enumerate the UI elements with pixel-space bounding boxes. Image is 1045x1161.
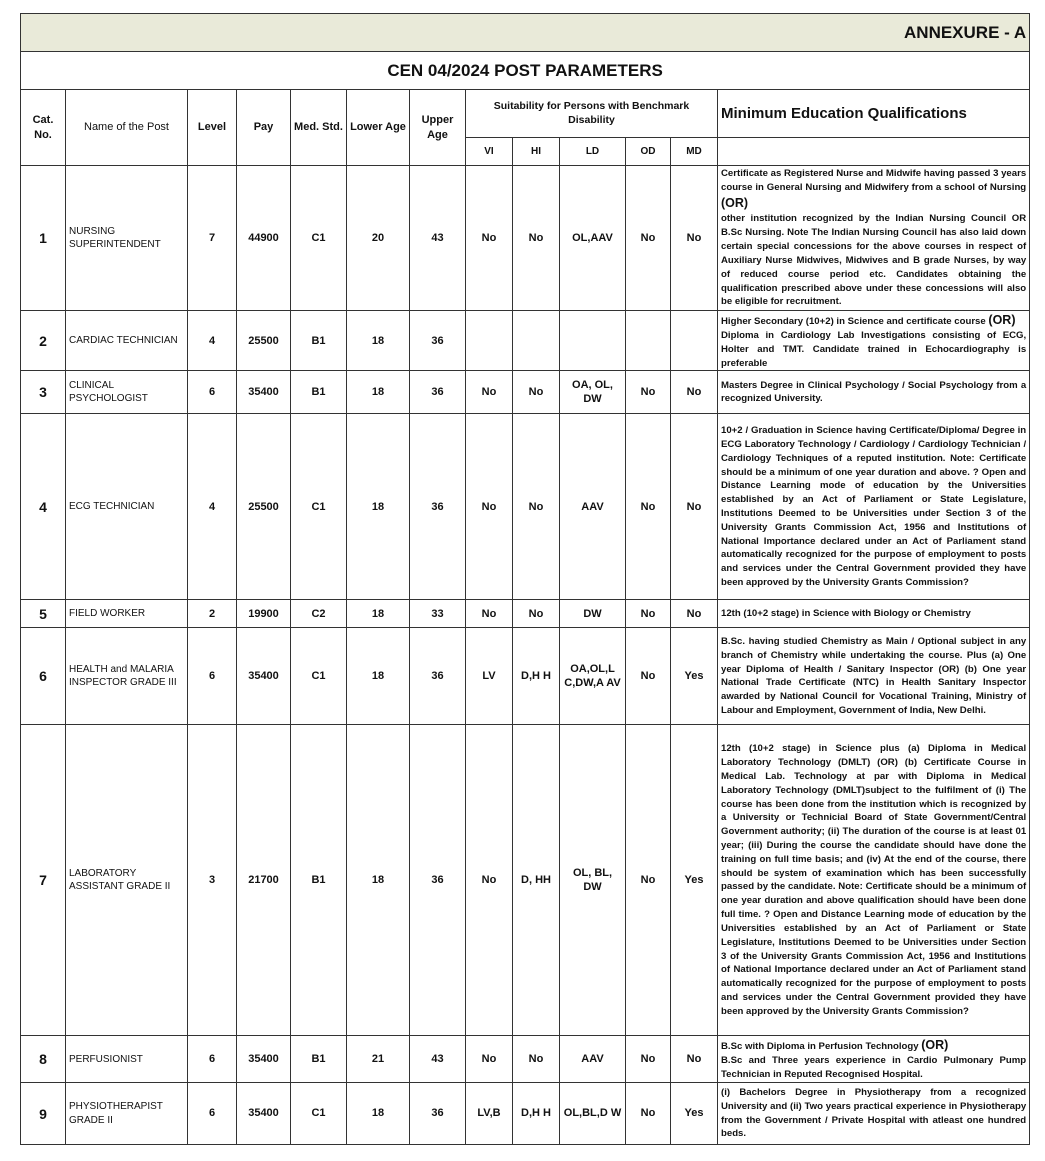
cat-no-cell: 9 [21,1083,66,1145]
qualification-text-cont: B.Sc and Three years experience in Cardio Pulmonary Pump Technician in Reputed Recognised Hospital. [721,1055,1027,1081]
upper-age-cell: 36 [410,725,466,1036]
med-std-cell: C1 [291,414,347,600]
vi-cell [466,311,513,371]
page-title: CEN 04/2024 POST PARAMETERS [21,52,1030,90]
med-std-cell: B1 [291,725,347,1036]
header-med-std: Med. Std. [291,90,347,166]
ld-cell [560,311,626,371]
level-cell: 3 [188,725,237,1036]
od-cell: No [626,725,671,1036]
qualification-cell [718,311,1030,371]
annexure-label: ANNEXURE - A [21,14,1030,52]
header-qualifications: Minimum Education Qualifications [718,90,1030,138]
qualification-cell [718,414,1030,600]
od-cell: No [626,371,671,414]
lower-age-cell: 20 [347,166,410,311]
header-upper-age: Upper Age [410,90,466,166]
ld-cell: OA,OL,L C,DW,A AV [560,628,626,725]
qualification-text: Masters Degree in Clinical Psychology / Social Psychology from a recognized University. [721,379,1027,405]
header-md: MD [671,138,718,166]
ld-cell: AAV [560,1036,626,1083]
qualification-text: B.Sc with Diploma in Perfusion Technology [721,1041,919,1053]
md-cell: Yes [671,725,718,1036]
lower-age-cell: 18 [347,600,410,628]
lower-age-cell: 18 [347,628,410,725]
cat-no-cell: 3 [21,371,66,414]
table-row [21,628,1030,725]
upper-age-cell: 36 [410,1083,466,1145]
vi-cell: No [466,414,513,600]
md-cell: No [671,600,718,628]
table-row [21,414,1030,600]
lower-age-cell: 21 [347,1036,410,1083]
od-cell: No [626,600,671,628]
level-cell: 6 [188,1083,237,1145]
level-cell: 6 [188,1036,237,1083]
header-cat-no: Cat. No. [21,90,66,166]
hi-cell: D,H H [513,1083,560,1145]
post-name-cell: PHYSIOTHERAPIST GRADE II [66,1083,188,1145]
med-std-cell: B1 [291,1036,347,1083]
med-std-cell: C1 [291,166,347,311]
qualification-or: (OR) [988,313,1016,327]
od-cell: No [626,628,671,725]
pay-cell: 25500 [237,414,291,600]
hi-cell: No [513,1036,560,1083]
header-suitability: Suitability for Persons with Benchmark Disability [466,90,718,138]
qualification-text: 10+2 / Graduation in Science having Certificate/Diploma/ Degree in ECG Laboratory Technology / Cardiology / Cardiology Technician / Cardiology Techniques of a reputed institution. Note: Certificate should be a minimum of one year duration and above. ? Open and Distance Learning mode of education by the Universities established by an Act of Parliament or State Legislature, Institutions Deemed to be Universities under Section 3 of the University Grants Commission Act, 1956 and Institutions of National Importance declared under an Act of Parliament stand automatically recognized for the purpose of employment to posts and services under the Central Government provided they have been approved by the University Grants Commission? [721,425,1027,588]
md-cell: Yes [671,628,718,725]
qualification-text: Higher Secondary (10+2) in Science and certificate course [721,316,986,327]
pay-cell: 35400 [237,371,291,414]
ld-cell: OL,AAV [560,166,626,311]
qualification-cell [718,725,1030,1036]
md-cell: No [671,166,718,311]
hi-cell: No [513,371,560,414]
od-cell: No [626,166,671,311]
pay-cell: 21700 [237,725,291,1036]
cat-no-cell: 8 [21,1036,66,1083]
level-cell: 6 [188,628,237,725]
ld-cell: AAV [560,414,626,600]
post-parameters-table [20,13,1030,1145]
table-row [21,1036,1030,1083]
post-name-cell: HEALTH and MALARIA INSPECTOR GRADE III [66,628,188,725]
vi-cell: LV [466,628,513,725]
upper-age-cell: 43 [410,1036,466,1083]
header-pay: Pay [237,90,291,166]
vi-cell: No [466,371,513,414]
qualification-text: Certificate as Registered Nurse and Midwife having passed 3 years course in General Nursing and Midwifery from a school of Nursing [721,167,1027,193]
upper-age-cell: 36 [410,311,466,371]
cat-no-cell: 1 [21,166,66,311]
table-row [21,371,1030,414]
table-row [21,725,1030,1036]
lower-age-cell: 18 [347,311,410,371]
post-name-cell: NURSING SUPERINTENDENT [66,166,188,311]
pay-cell: 35400 [237,628,291,725]
header-lower-age: Lower Age [347,90,410,166]
od-cell: No [626,1083,671,1145]
md-cell: Yes [671,1083,718,1145]
post-name-cell: PERFUSIONIST [66,1036,188,1083]
header-hi: HI [513,138,560,166]
od-cell: No [626,1036,671,1083]
qualification-cell [718,371,1030,414]
od-cell: No [626,414,671,600]
upper-age-cell: 43 [410,166,466,311]
header-qualifications-blank [718,138,1030,166]
med-std-cell: C2 [291,600,347,628]
vi-cell: No [466,1036,513,1083]
post-name-cell: CLINICAL PSYCHOLOGIST [66,371,188,414]
md-cell [671,311,718,371]
vi-cell: No [466,600,513,628]
pay-cell: 44900 [237,166,291,311]
post-name-cell: CARDIAC TECHNICIAN [66,311,188,371]
pay-cell: 19900 [237,600,291,628]
upper-age-cell: 36 [410,628,466,725]
lower-age-cell: 18 [347,371,410,414]
hi-cell: D, HH [513,725,560,1036]
cat-no-cell: 2 [21,311,66,371]
qualification-cell [718,1083,1030,1145]
cat-no-cell: 4 [21,414,66,600]
ld-cell: OL,BL,D W [560,1083,626,1145]
qualification-text: B.Sc. having studied Chemistry as Main / Optional subject in any branch of Chemistry while undertaking the course. Plus (a) One year Diploma of Health / Sanitary Inspector (OR) (b) One year National Trade Certificate (NTC) in Health Sanitary Inspector awarded by National Council for Vocational Training, Ministry of Labour and Employment, Government of India, New Delhi. [721,636,1027,717]
level-cell: 7 [188,166,237,311]
post-name-cell: ECG TECHNICIAN [66,414,188,600]
qualification-text: 12th (10+2 stage) in Science with Biology or Chemistry [721,608,971,620]
qualification-text: 12th (10+2 stage) in Science plus (a) Diploma in Medical Laboratory Technology (DMLT) (OR) (b) Certificate Course in Medical Lab. Technology at par with Diploma in Medical Laboratory Technology (DMLT)subject to the fulfilment of (i) The course has been done from the institution which is recognized by a University or Technicial Board of State Government/Central Government authority; (ii) The duration of the course is at least 01 year; (iii) During the course the candidate should have done the training on full time basis; and (iv) At the end of the course, there should be system of examination which has been successfully passed by the candidate. Note: Certificate should be a minimum of one year duration and above qualification should have been done full time. ? Open and Distance Learning mode of education by the Universities established by an Act of Parliament or State Legislature, Institutions Deemed to be Universities under Section 3 of the University Grants Commission Act, 1956 and Institutions of National Importance declared under an Act of Parliament stand automatically recognized for the purpose of employment to posts and services under the Central Government provided they have been approved by the University Grants Commission? [721,743,1027,1017]
med-std-cell: C1 [291,628,347,725]
upper-age-cell: 36 [410,371,466,414]
ld-cell: OA, OL, DW [560,371,626,414]
table-row [21,1083,1030,1145]
hi-cell: No [513,414,560,600]
pay-cell: 35400 [237,1036,291,1083]
qualification-cell [718,628,1030,725]
md-cell: No [671,1036,718,1083]
lower-age-cell: 18 [347,414,410,600]
qualification-text-cont: other institution recognized by the Indian Nursing Council OR B.Sc Nursing. Note The Indian Nursing Council has also laid down certain special concessions for the above courses in respect of Auxiliary Nurse Midwives, Midwives and B grade Nurses, by way of reduced course period etc. Candidates obtaining the qualification prescribed above under these concessions will also be eligible for recruitment. [721,213,1027,308]
od-cell [626,311,671,371]
header-od: OD [626,138,671,166]
cat-no-cell: 7 [21,725,66,1036]
vi-cell: LV,B [466,1083,513,1145]
qualification-cell [718,166,1030,311]
ld-cell: DW [560,600,626,628]
upper-age-cell: 36 [410,414,466,600]
header-level: Level [188,90,237,166]
table-row [21,166,1030,311]
qualification-cell [718,1036,1030,1083]
ld-cell: OL, BL, DW [560,725,626,1036]
level-cell: 4 [188,311,237,371]
upper-age-cell: 33 [410,600,466,628]
hi-cell: No [513,166,560,311]
md-cell: No [671,371,718,414]
level-cell: 6 [188,371,237,414]
pay-cell: 35400 [237,1083,291,1145]
med-std-cell: B1 [291,311,347,371]
lower-age-cell: 18 [347,725,410,1036]
level-cell: 4 [188,414,237,600]
table-row [21,600,1030,628]
pay-cell: 25500 [237,311,291,371]
header-name: Name of the Post [66,90,188,166]
post-name-cell: FIELD WORKER [66,600,188,628]
qualification-cell [718,600,1030,628]
qualification-text: (i) Bachelors Degree in Physiotherapy from a recognized University and (ii) Two years practical experience in Physiotherapy from the Government / Private Hospital with atleast one hundred beds. [721,1086,1027,1140]
header-ld: LD [560,138,626,166]
md-cell: No [671,414,718,600]
cat-no-cell: 6 [21,628,66,725]
lower-age-cell: 18 [347,1083,410,1145]
hi-cell [513,311,560,371]
vi-cell: No [466,166,513,311]
med-std-cell: B1 [291,371,347,414]
table-row [21,311,1030,371]
qualification-or: (OR) [721,196,749,211]
med-std-cell: C1 [291,1083,347,1145]
level-cell: 2 [188,600,237,628]
vi-cell: No [466,725,513,1036]
qualification-text-cont: Diploma in Cardiology Lab Investigations consisting of ECG, Holter and TMT. Candidate trained in Echocardiography is preferable [721,330,1027,369]
cat-no-cell: 5 [21,600,66,628]
hi-cell: No [513,600,560,628]
post-name-cell: LABORATORY ASSISTANT GRADE II [66,725,188,1036]
hi-cell: D,H H [513,628,560,725]
qualification-or: (OR) [921,1038,949,1053]
header-vi: VI [466,138,513,166]
